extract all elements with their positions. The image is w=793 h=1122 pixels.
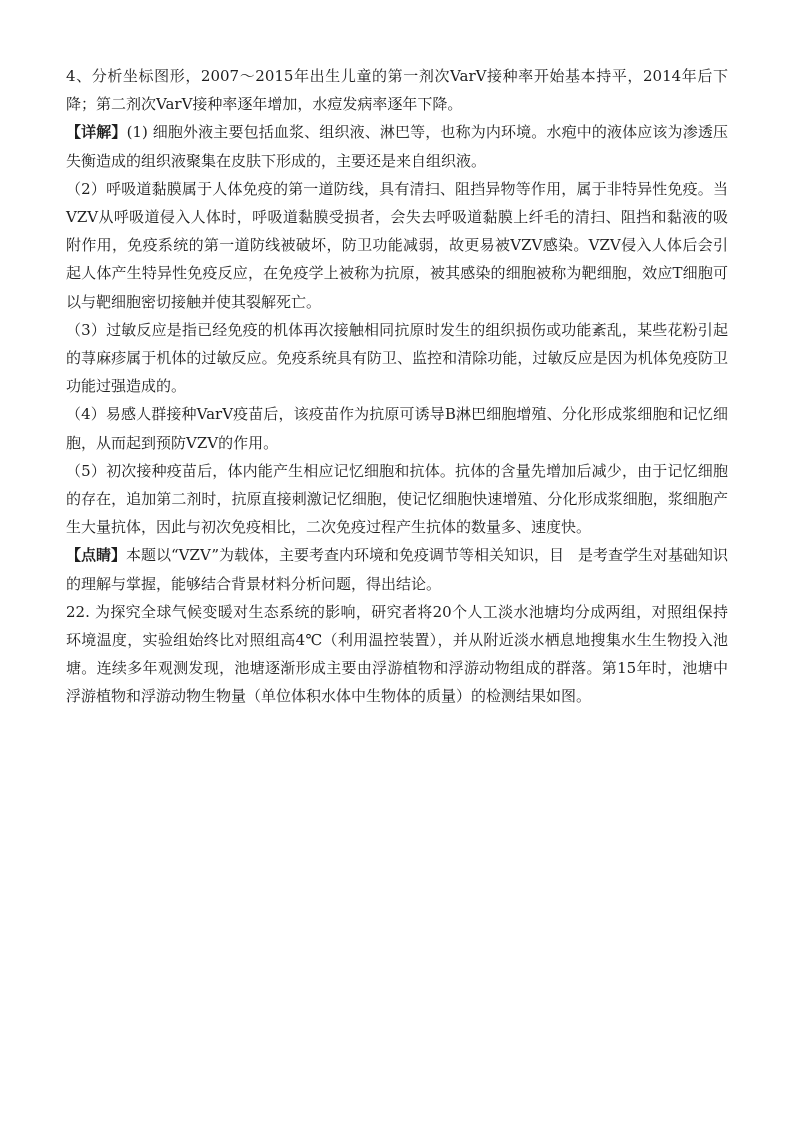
- question-22-paragraph: [66, 598, 728, 711]
- paragraph-text: （4）易感人群接种VarV疫苗后，该疫苗作为抗原可诱导B淋巴细胞增殖、分化形成浆细胞和记忆细胞，从而起到预防VZV的作用。: [66, 405, 728, 452]
- paragraph-text-a: 本题以“VZV”为载体，主要考查内环境和免疫调节等相关知识，目: [126, 546, 564, 565]
- paragraph-text: （2）呼吸道黏膜属于人体免疫的第一道防线，具有清扫、阻挡异物等作用，属于非特异性免疫。当VZV从呼吸道侵入人体时，呼吸道黏膜受损者，会失去呼吸道黏膜上纤毛的清扫、阻挡和黏液的吸附作用，免疫系统的第一道防线被破坏，防卫功能减弱，故更易被VZV感染。VZV侵入人体后会引起人体产生特异性免疫反应，在免疫学上被称为抗原，被其感染的细胞被称为靶细胞，效应T细胞可以与靶细胞密切接触并使其裂解死亡。: [66, 179, 728, 311]
- detail-paragraph-5: [66, 457, 728, 542]
- document-page: [66, 62, 728, 711]
- analysis-paragraph-4: [66, 62, 728, 118]
- paragraph-text: 22. 为探究全球气候变暖对生态系统的影响，研究者将20个人工淡水池塘均分成两组，对照组保持环境温度，实验组始终比对照组高4℃（利用温控装置），并从附近淡水栖息地搜集水生生物投入池塘。连续多年观测发现，池塘逐渐形成主要由浮游植物和浮游动物组成的群落。第15年时，池塘中浮游植物和浮游动物生物量（单位体积水体中生物体的质量）的检测结果如图。: [66, 602, 728, 706]
- comment-paragraph: [66, 541, 728, 597]
- comment-heading: 【点睛】: [66, 546, 127, 565]
- detail-paragraph-1: [66, 118, 728, 174]
- detail-paragraph-3: [66, 316, 728, 401]
- paragraph-text-b: 是考查学生对基础知识的理解与掌握，能够结合背景材料分析问题，得出结论。: [66, 546, 729, 593]
- paragraph-text: （5）初次接种疫苗后，体内能产生相应记忆细胞和抗体。抗体的含量先增加后减少，由于记忆细胞的存在，追加第二剂时，抗原直接刺激记忆细胞，使记忆细胞快速增殖、分化形成浆细胞，浆细胞产生大量抗体，因此与初次免疫相比，二次免疫过程产生抗体的数量多、速度快。: [66, 461, 728, 537]
- detail-paragraph-2: [66, 175, 728, 316]
- paragraph-text: 4、分析坐标图形，2007～2015年出生儿童的第一剂次VarV接种率开始基本持平，2014年后下降；第二剂次VarV接种率逐年增加，水痘发病率逐年下降。: [66, 67, 728, 114]
- paragraph-text: （3）过敏反应是指已经免疫的机体再次接触相同抗原时发生的组织损伤或功能紊乱，某些花粉引起的荨麻疹属于机体的过敏反应。免疫系统具有防卫、监控和清除功能，过敏反应是因为机体免疫防卫功能过强造成的。: [66, 320, 728, 396]
- detail-heading: 【详解】: [66, 123, 127, 142]
- detail-paragraph-4: [66, 400, 728, 456]
- paragraph-text: (1) 细胞外液主要包括血浆、组织液、淋巴等，也称为内环境。水疱中的液体应该为渗透压失衡造成的组织液聚集在皮肤下形成的，主要还是来自组织液。: [66, 123, 728, 170]
